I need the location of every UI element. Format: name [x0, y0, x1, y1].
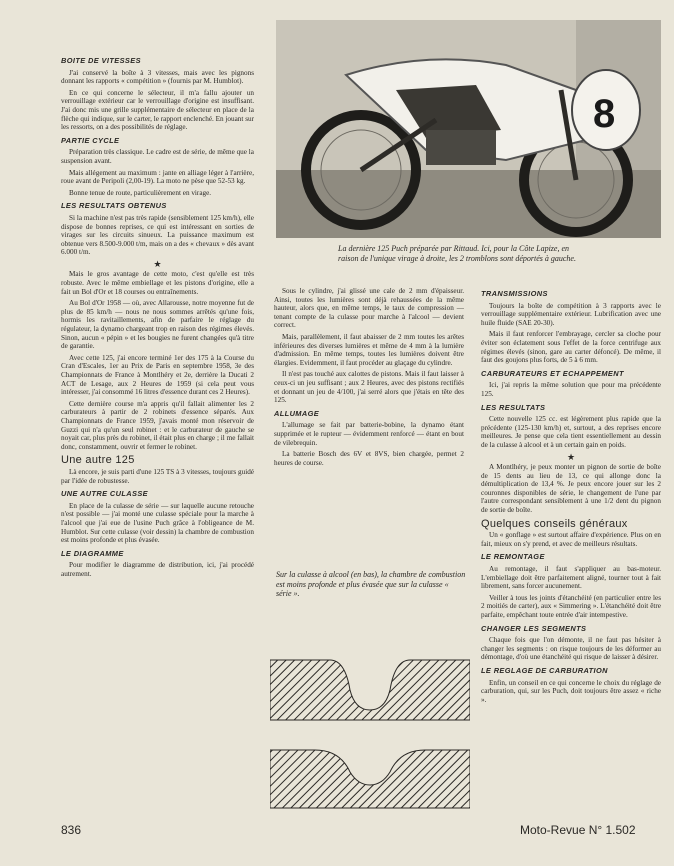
paragraph: Cette dernière course m'a appris qu'il fallait alimenter les 2 carburateurs à partir de 2 robinets d'essence séparés. Aux Championnats de France 1959, j'avais monté mon réservoir de Guzzi qui n'a qu'un seul robinet : et le carburateur de gauche se noyait car, plus près du robinet, il était plus en charge ; il me fallait donc, constamment, ouvrir et fermer le robinet.: [61, 399, 254, 451]
paragraph: Préparation très classique. Le cadre est de série, de même que la suspension avant.: [61, 148, 254, 165]
heading-partie-cycle: PARTIE CYCLE: [61, 135, 120, 145]
paragraph: Ici, j'ai repris la même solution que pour ma précédente 125.: [481, 381, 661, 398]
heading-une-autre-125: Une autre 125: [61, 454, 135, 467]
paragraph: Avec cette 125, j'ai encore terminé 1er des 175 à la Course du Cran d'Escales, 1er au Prix de Paris en septembre 1958, 3e des Championnats de France à Montlhéry et 2e, derrière la Ducati 2 ACT de Lesage, aux 2 Heures de 1959 (si cela peut vous intéresser, j'ai consommé 16 litres d'essence durant ces 2 Heures).: [61, 353, 254, 397]
paragraph: Cette nouvelle 125 cc. est légèrement plus rapide que la précédente (125-130 km/h) et, surtout, a des reprises encore meilleures. Je pense que cela tient essentiellement au dessin de la culasse à alcool et à un certain gain en poids.: [481, 415, 661, 449]
paragraph: Mais il faut renforcer l'embrayage, cercler sa cloche pour éviter son éclatement sous l'effet de la force centrifuge aux régimes élevés (sinon, gare au carter défoncé). De même, il faut des goujons plus forts, de 5 à 6 mm.: [481, 330, 661, 365]
heading-diagramme: LE DIAGRAMME: [61, 548, 124, 558]
paragraph: J'ai conservé la boîte à 3 vitesses, mais avec les pignons donnant les rapports « compétition » (fournis par M. Humblot).: [61, 68, 254, 86]
paragraph: Là encore, je suis parti d'une 125 TS à 3 vitesses, toujours guidé par l'idée de robustesse.: [61, 467, 254, 485]
column-3: [481, 285, 661, 707]
star-separator: ★: [153, 258, 162, 269]
race-number: 8: [593, 92, 616, 136]
paragraph: L'allumage se fait par batterie-bobine, la dynamo étant supprimée et le rupteur — évidemment renforcé — étant en bout de vilebrequin.: [274, 421, 464, 447]
paragraph: Au Bol d'Or 1958 — où, avec Allarousse, notre moyenne fut de plus de 85 km/h — nous ne nous sommes arrêtés qu'une fois, hormis les ravitaillements, afin de parfaire le réglage du régulateur, la dynamo chargeant trop en raison des régimes élevés. Sinon, aucun « pépin » et les bougies ne furent changées qu'à titre de garantie.: [61, 299, 254, 351]
star-separator: ★: [566, 451, 576, 462]
paragraph: Sous le cylindre, j'ai glissé une cale de 2 mm d'épaisseur. Ainsi, toutes les lumières sont déjà rehaussées de la même hauteur, alors que, en même temps, le taux de compression — tenant compte de la culasse pour marche à l'alcool — devient correct.: [274, 287, 464, 330]
drawing-caption: Sur la culasse à alcool (en bas), la chambre de combustion est moins profonde et plus évasée que sur la culasse « série ».: [276, 570, 466, 599]
paragraph: La batterie Bosch des 6V et 8VS, bien chargée, permet 2 heures de course.: [274, 450, 464, 467]
heading-carburateurs: CARBURATEURS ET ECHAPPEMENT: [481, 368, 624, 378]
motorcycle-image: [276, 20, 661, 238]
heading-conseils: Quelques conseils généraux: [481, 517, 628, 530]
paragraph: En ce qui concerne le sélecteur, il m'a fallu ajouter un verrouillage extérieur car le verrouillage d'origine est insuffisant. J'ai donc mis une grille supplémentaire de sélecteur en place de la flèche qui indique, sur le carter, le rapport enclenché. En jouant sur les ressorts, on a des possibilités de réglage.: [61, 88, 254, 132]
paragraph: Mais allégement au maximum : jante en alliage léger à l'arrière, roue avant de Peripoli (2,00-19). La moto ne pèse que 52-53 kg.: [61, 168, 254, 186]
heading-allumage: ALLUMAGE: [274, 408, 320, 418]
paragraph: Si la machine n'est pas très rapide (sensiblement 125 km/h), elle dispose de bonnes reprises, ce qui est intéressant en sorties de virages sur les circuits sinueux. La puissance maximum est obtenue vers 8.500-9.000 t/m, mais on a des « chevaux » dès avant 6.000 t/m.: [61, 213, 254, 257]
photo-caption: La dernière 125 Puch préparée par Rittaud. Ici, pour la Côte Lapize, en raison de l'unique virage à droite, les 2 tromblons sont déportés à gauche.: [338, 244, 576, 263]
cylinder-head-drawings: [270, 650, 470, 810]
paragraph: Mais, parallèlement, il faut abaisser de 2 mm toutes les arêtes inférieures des diverses lumières et même de 4 mm à la lumière d'admission. En même temps, toutes les lumières doivent être élargies. Evidemment, il faut procéder au glaçage du cylindre.: [274, 332, 464, 367]
motorcycle-photo: [276, 20, 661, 238]
paragraph: Pour modifier le diagramme de distribution, ici, j'ai procédé autrement.: [61, 561, 254, 578]
heading-resultats: LES RESULTATS OBTENUS: [61, 201, 167, 211]
paragraph: Un « gonflage » est surtout affaire d'expérience. Plus on en fait, mieux on s'y prend, et avec de meilleurs résultats.: [481, 531, 661, 548]
paragraph: Au remontage, il faut s'appliquer au bas-moteur. L'embiellage doit être parfaitement aligné, tourner tout à fait librement, sans forcer aucunement.: [481, 565, 661, 591]
paragraph: Mais le gros avantage de cette moto, c'est qu'elle est très robuste. Avec le même embiellage et les pistons d'origine, elle a fait un Bol d'Or et 18 courses ou entraînements.: [61, 270, 254, 296]
column-2: [274, 287, 464, 470]
paragraph: Bonne tenue de route, particulièrement en virage.: [69, 188, 212, 197]
paragraph: Veiller à tous les joints d'étanchéité (en particulier entre les 2 moitiés de carter), aux « Simmering ». L'étanchéité doit être parfaite, empêchant toute entrée d'air intempestive.: [481, 593, 661, 619]
heading-transmissions: TRANSMISSIONS: [481, 289, 548, 298]
paragraph: Toujours la boîte de compétition à 3 rapports avec le verrouillage supplémentaire extérieur. Lubrification avec une huile fluide (SAE 20-30).: [481, 301, 661, 327]
column-1: [61, 52, 254, 581]
heading-remontage: LE REMONTAGE: [481, 552, 545, 562]
paragraph: A Montlhéry, je peux monter un pignon de sortie de boîte de 15 dents au lieu de 13, ce qui allonge donc la démultiplication de 13,4 %. Je peux encore jouer sur les 2 couronnes disponibles de série, le changement de l'une par l'autre correspondant sensiblement à une 1/2 dent du pignon de sortie de boîte.: [481, 463, 661, 515]
heading-reglage: LE REGLAGE DE CARBURATION: [481, 665, 608, 675]
heading-segments: CHANGER LES SEGMENTS: [481, 623, 587, 633]
paragraph: En place de la culasse de série — sur laquelle aucune retouche n'est possible — j'ai monté une culasse spéciale pour la marche à l'alcool que j'ai eue de l'usine Puch grâce à l'obligeance de M. Humblot. Sur cette culasse (voir dessin) la chambre de combustion est moins profonde et plus évasée.: [61, 501, 254, 545]
heading-culasse: UNE AUTRE CULASSE: [61, 489, 149, 499]
heading-resultats-2: LES RESULTATS: [481, 402, 546, 412]
magazine-issue: Moto-Revue N° 1.502: [520, 823, 636, 837]
paragraph: Il n'est pas touché aux calottes de pistons. Mais il faut laisser à ceux-ci un jeu suffisant ; aux 2 Heures, avec des pistons rectifiés et donnant un jeu de 4/100, j'ai serré alors que j'étais en tête des 125.: [274, 370, 464, 405]
heading-boite: BOITE DE VITESSES: [61, 56, 141, 65]
page-number: 836: [61, 823, 82, 837]
paragraph: Chaque fois que l'on démonte, il ne faut pas hésiter à changer les segments : on risque toujours de les déformer au démontage, d'où une étanchéité qui risque de laisser à désirer.: [481, 636, 661, 662]
paragraph: Enfin, un conseil en ce qui concerne le choix du réglage de carburation, qui, sur les Puch, doit toujours être assez « riche ».: [481, 678, 661, 704]
